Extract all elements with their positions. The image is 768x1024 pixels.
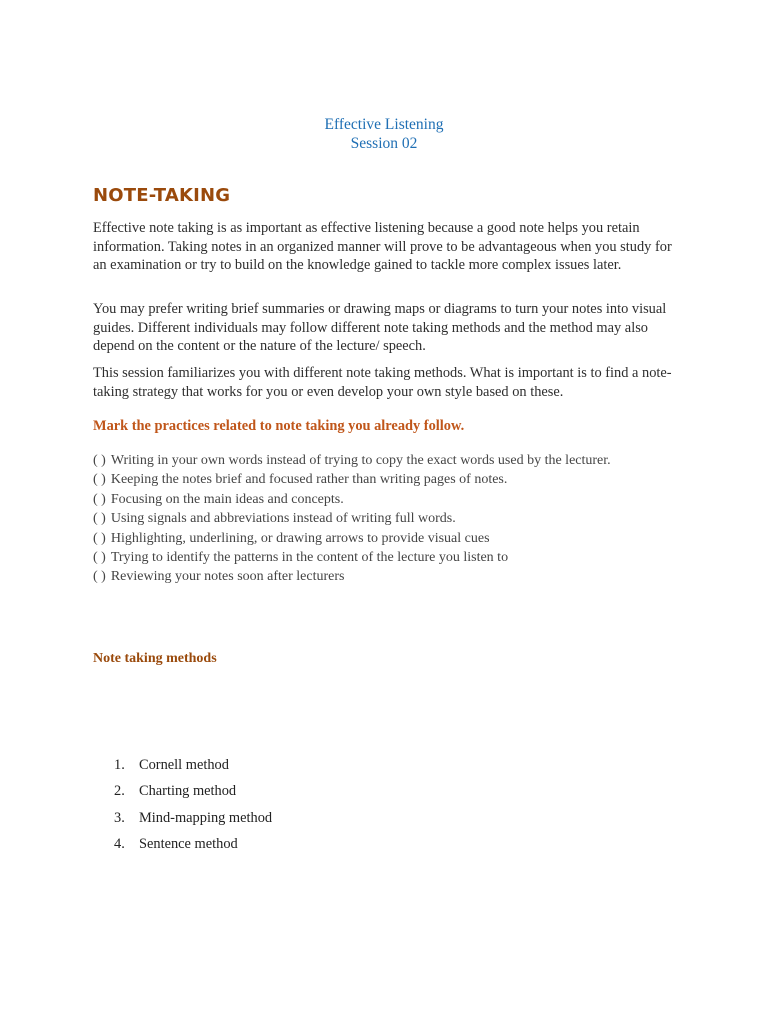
checklist-item [93,470,611,489]
checklist-instruction: Mark the practices related to note taking you already follow. [93,418,465,434]
document-title-block [0,115,768,153]
checklist-item-text: Writing in your own words instead of trying to copy the exact words used by the lecturer. [110,453,611,468]
checkbox-marker[interactable]: ( ) [93,569,106,585]
section-heading: NOTE-TAKING [93,185,231,206]
checklist-item [93,451,611,470]
checklist-item [93,529,611,548]
method-label: Sentence method [139,835,238,852]
checkbox-marker[interactable]: ( ) [93,530,106,546]
checklist-item [93,490,611,509]
practice-checklist [93,451,611,587]
session-label: Session 02 [350,135,418,152]
checklist-item-text: Reviewing your notes soon after lecturers [110,569,345,585]
checklist-item-text: Keeping the notes brief and focused rather than writing pages of notes. [110,472,508,488]
method-item [114,831,272,857]
checklist-item-text: Trying to identify the patterns in the content of the lecture you listen to [110,550,509,566]
method-number: 2. [114,783,125,800]
methods-heading: Note taking methods [93,651,217,666]
intro-paragraph-1: Effective note taking is as important as effective listening because a good note helps you retain information. Taking notes in an organized manner will prove to be advantageous when you study for an examination or try to build on the knowledge gained to tackle more complex issues later. [93,220,672,273]
method-item [114,805,272,831]
method-number: 4. [114,835,125,852]
checklist-item-text: Highlighting, underlining, or drawing arrows to provide visual cues [110,530,490,546]
checklist-item-text: Using signals and abbreviations instead of writing full words. [110,511,456,527]
document-title: Effective Listening [324,116,444,133]
checkbox-marker[interactable]: ( ) [93,472,106,488]
checkbox-marker[interactable]: ( ) [93,491,106,507]
method-item [114,752,272,778]
methods-list [114,752,272,857]
checklist-item [93,548,611,567]
intro-paragraph-3: This session familiarizes you with different note taking methods. What is important is to find a note-taking strategy that works for you or even develop your own style based on these. [93,365,672,400]
method-number: 3. [114,809,125,826]
method-item [114,778,272,804]
method-number: 1. [114,757,125,773]
checkbox-marker[interactable]: ( ) [93,511,106,527]
checklist-item-text: Focusing on the main ideas and concepts. [110,491,344,507]
method-label: Charting method [139,783,237,800]
method-label: Cornell method [139,757,229,773]
checklist-item [93,509,611,528]
method-label: Mind-mapping method [139,809,273,826]
checklist-item [93,567,611,586]
checkbox-marker[interactable]: ( ) [93,550,106,566]
checkbox-marker[interactable]: ( ) [93,453,106,468]
intro-paragraph-2: You may prefer writing brief summaries or drawing maps or diagrams to turn your notes into visual guides. Different individuals may follow different note taking methods and the method may also depend on the content or the nature of the lecture/ speech. [93,301,667,354]
